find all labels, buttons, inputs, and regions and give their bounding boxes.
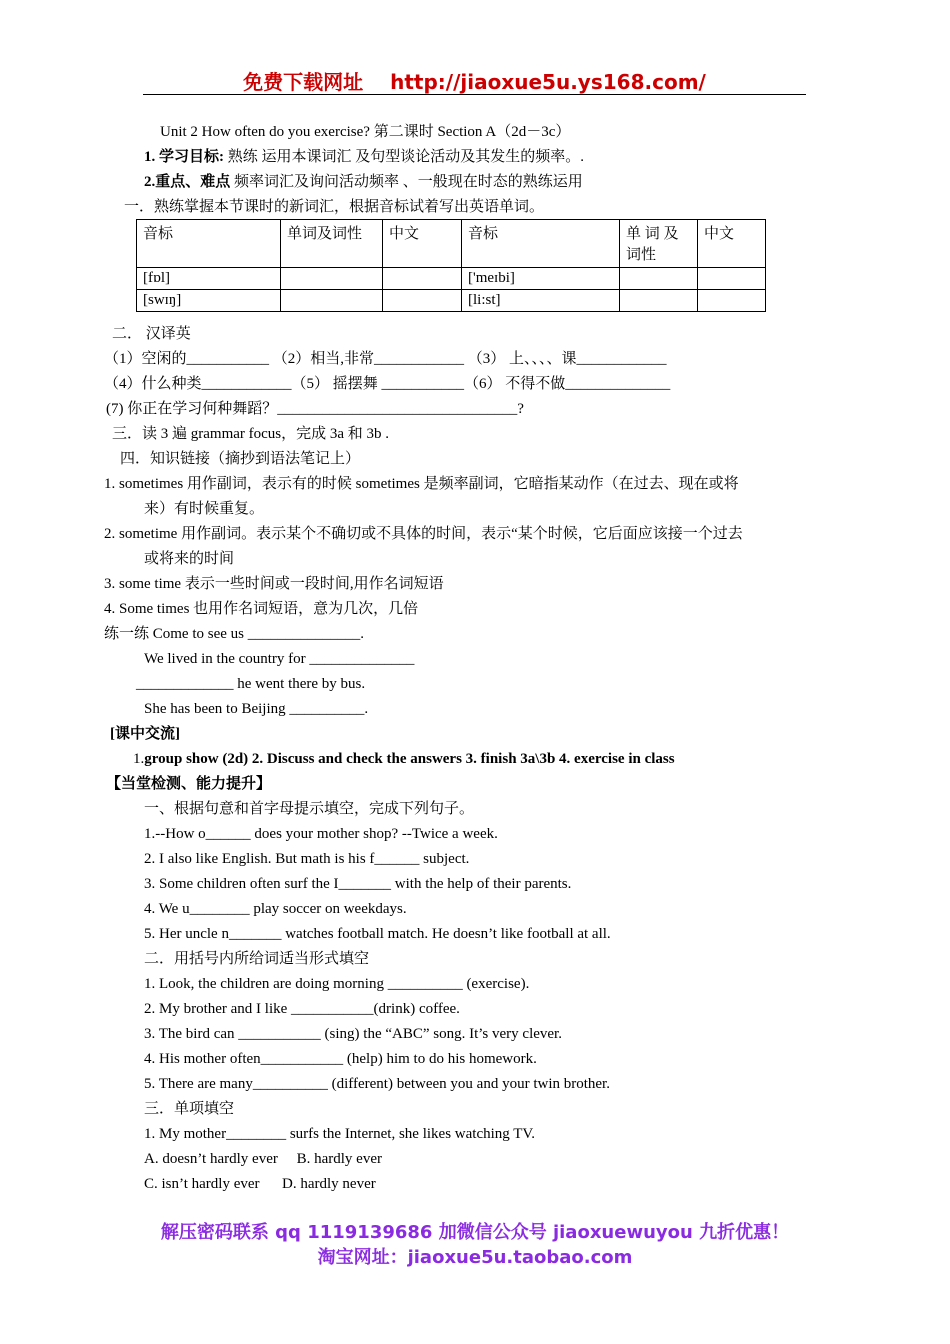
class-exchange-heading: [课中交流] bbox=[110, 726, 180, 742]
table-cell: [fɒl] bbox=[137, 268, 281, 290]
practice-4: She has been to Beijing __________. bbox=[144, 701, 369, 717]
table-header-cell: 单 词 及 词性 bbox=[620, 220, 698, 268]
table-header-cell: 中文 bbox=[698, 220, 766, 268]
section-2-heading: 二． 汉译英 bbox=[112, 326, 191, 342]
table-header-row bbox=[137, 220, 766, 268]
test-1-item: 4. We u________ play soccer on weekdays. bbox=[144, 901, 407, 917]
footer-shop-url[interactable]: 淘宝网址：jiaoxue5u.taobao.com bbox=[317, 1247, 633, 1268]
table-header-cell: 中文 bbox=[383, 220, 462, 268]
practice-3: _____________ he went there by bus. bbox=[136, 676, 366, 692]
class-activities bbox=[133, 749, 675, 769]
table-cell[interactable] bbox=[383, 268, 462, 290]
table-header-cell: 单词及词性 bbox=[281, 220, 383, 268]
header-label: 免费下载网址 bbox=[243, 70, 364, 94]
table-cell[interactable] bbox=[620, 268, 698, 290]
key-text: 频率词汇及询问活动频率 、一般现在时态的熟练运用 bbox=[230, 174, 583, 190]
footer-contact: 解压密码联系 qq 1119139686 加微信公众号 jiaoxuewuyou 九折优惠！ bbox=[160, 1222, 790, 1243]
table-header-cell: 音标 bbox=[462, 220, 620, 268]
section-1-heading: 一．熟练掌握本节课时的新词汇，根据音标试着写出英语单词。 bbox=[124, 199, 545, 215]
test-heading: 【当堂检测、能力提升】 bbox=[106, 776, 272, 792]
site-header bbox=[143, 66, 806, 95]
key-points bbox=[144, 172, 583, 192]
learning-goal bbox=[144, 147, 584, 167]
table-row bbox=[137, 290, 766, 312]
translation-line-3: (7) 你正在学习何种舞蹈？________________________________? bbox=[106, 401, 524, 417]
test-1-item: 2. I also like English. But math is his f______ subject. bbox=[144, 851, 470, 867]
test-2-item: 5. There are many__________ (different) between you and your twin brother. bbox=[144, 1076, 610, 1092]
test-3-question: 1. My mother________ surfs the Internet, she likes watching TV. bbox=[144, 1126, 536, 1142]
translation-line-2: （4）什么种类____________（5） 摇摆舞 ___________（6） 不得不做______________ bbox=[104, 376, 671, 392]
test-1-item: 3. Some children often surf the I_______ with the help of their parents. bbox=[144, 876, 572, 892]
goal-text: 熟练 运用本课词汇 及句型谈论活动及其发生的频率。. bbox=[224, 149, 585, 165]
practice-1: 练一练 Come to see us _______________. bbox=[104, 626, 364, 642]
activity-text: group show (2d) 2. Discuss and check the answers 3. finish 3a\3b 4. exercise in class bbox=[144, 751, 675, 767]
test-part-2-heading: 二．用括号内所给词适当形式填空 bbox=[144, 951, 370, 967]
section-3-heading: 三．读 3 遍 grammar focus，完成 3a 和 3b . bbox=[112, 426, 390, 442]
test-1-item: 5. Her uncle n_______ watches football match. He doesn’t like football at all. bbox=[144, 926, 611, 942]
header-url[interactable]: http://jiaoxue5u.ys168.com/ bbox=[390, 70, 706, 94]
knowledge-2b: 或将来的时间 bbox=[144, 551, 235, 567]
vocab-table bbox=[136, 219, 766, 312]
table-cell[interactable] bbox=[698, 290, 766, 312]
test-2-item: 3. The bird can ___________ (sing) the “ABC” song. It’s very clever. bbox=[144, 1026, 562, 1042]
table-cell[interactable] bbox=[698, 268, 766, 290]
translation-line-1: （1）空闲的___________ （2）相当,非常____________ （3） 上、、、、课____________ bbox=[104, 351, 667, 367]
goal-label: 1. 学习目标: bbox=[144, 149, 224, 165]
test-3-options-cd: C. isn’t hardly ever D. hardly never bbox=[144, 1176, 376, 1192]
table-cell[interactable] bbox=[281, 268, 383, 290]
table-cell: ['meɪbi] bbox=[462, 268, 620, 290]
table-row bbox=[137, 268, 766, 290]
knowledge-3: 3. some time 表示一些时间或一段时间,用作名词短语 bbox=[104, 576, 444, 592]
knowledge-1a: 1. sometimes 用作副词，表示有的时候 sometimes 是频率副词，它暗指某动作（在过去、现在或将 bbox=[104, 476, 739, 492]
knowledge-2a: 2. sometime 用作副词。表示某个不确切或不具体的时间，表示“某个时候，它后面应该接一个过去 bbox=[104, 526, 743, 542]
table-cell: [li:st] bbox=[462, 290, 620, 312]
knowledge-4: 4. Some times 也用作名词短语，意为几次，几倍 bbox=[104, 601, 419, 617]
practice-2: We lived in the country for ______________ bbox=[144, 651, 415, 667]
table-cell[interactable] bbox=[383, 290, 462, 312]
lesson-title: Unit 2 How often do you exercise? 第二课时 Section A（2d－3c） bbox=[160, 124, 571, 140]
test-part-1-heading: 一、根据句意和首字母提示填空，完成下列句子。 bbox=[144, 801, 475, 817]
table-header-cell: 音标 bbox=[137, 220, 281, 268]
test-2-item: 2. My brother and I like ___________(drink) coffee. bbox=[144, 1001, 460, 1017]
test-1-item: 1.--How o______ does your mother shop? --Twice a week. bbox=[144, 826, 498, 842]
table-cell[interactable] bbox=[281, 290, 383, 312]
section-4-heading: 四．知识链接（摘抄到语法笔记上） bbox=[120, 451, 361, 467]
activity-number: 1. bbox=[133, 751, 145, 767]
header-divider bbox=[143, 94, 806, 95]
test-2-item: 4. His mother often___________ (help) him to do his homework. bbox=[144, 1051, 537, 1067]
test-3-options-ab: A. doesn’t hardly ever B. hardly ever bbox=[144, 1151, 382, 1167]
test-2-item: 1. Look, the children are doing morning __________ (exercise). bbox=[144, 976, 530, 992]
test-part-3-heading: 三．单项填空 bbox=[144, 1101, 235, 1117]
table-cell[interactable] bbox=[620, 290, 698, 312]
key-label: 2.重点、难点 bbox=[144, 174, 231, 190]
table-cell: [swɪŋ] bbox=[137, 290, 281, 312]
knowledge-1b: 来）有时候重复。 bbox=[144, 501, 265, 517]
